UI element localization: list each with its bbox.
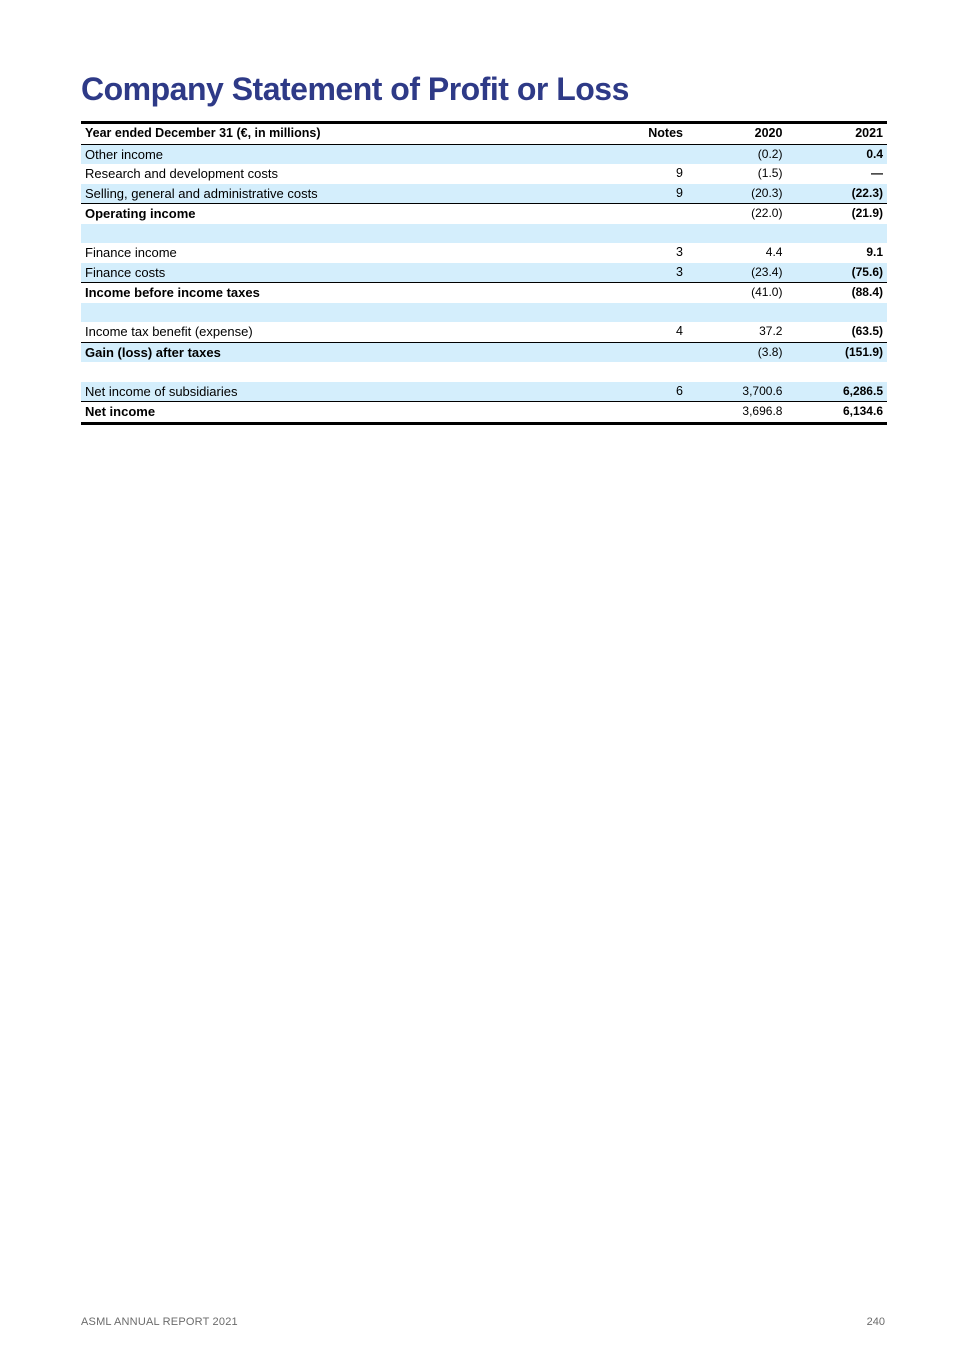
- row-notes: [624, 283, 687, 303]
- row-value-2020: 3,696.8: [687, 402, 786, 424]
- row-label: [81, 303, 624, 323]
- row-label: Finance income: [85, 245, 177, 260]
- row-notes: 4: [676, 324, 683, 338]
- row-label: [81, 224, 624, 244]
- footer-report-name: ASML ANNUAL REPORT 2021: [81, 1316, 238, 1328]
- row-notes: [624, 342, 687, 362]
- row-value-2021: 9.1: [866, 245, 883, 259]
- header-label: Year ended December 31 (€, in millions): [85, 126, 321, 140]
- table-row: [81, 322, 887, 342]
- row-value-2020: (22.0): [687, 204, 786, 224]
- row-notes: 3: [624, 263, 687, 283]
- row-value-2021: (88.4): [786, 283, 887, 303]
- table-row: [81, 243, 887, 263]
- table-row: [81, 144, 887, 164]
- row-label: Finance costs: [81, 263, 624, 283]
- header-notes: Notes: [648, 126, 683, 140]
- row-value-2020: (20.3): [687, 184, 786, 204]
- table-row-spacer: [81, 224, 887, 244]
- row-label: Net income of subsidiaries: [81, 382, 624, 402]
- table-header-row: [81, 123, 887, 145]
- table-row-total: [81, 402, 887, 424]
- row-label: Income tax benefit (expense): [85, 324, 253, 339]
- row-value-2021: [786, 224, 887, 244]
- row-value-2021: (22.3): [786, 184, 887, 204]
- row-label: Research and development costs: [85, 166, 278, 181]
- row-value-2021: 6,134.6: [786, 402, 887, 424]
- page-title: Company Statement of Profit or Loss: [81, 71, 629, 107]
- table-row-subtotal: [81, 283, 887, 303]
- row-label: Operating income: [81, 204, 624, 224]
- row-value-2020: (0.2): [687, 144, 786, 164]
- row-value-2021: —: [871, 166, 883, 180]
- row-value-2020: (1.5): [757, 166, 783, 180]
- row-value-2021: (151.9): [786, 342, 887, 362]
- header-2020: 2020: [754, 126, 783, 140]
- footer-page-number: 240: [866, 1316, 885, 1328]
- row-value-2021: 0.4: [786, 144, 887, 164]
- row-notes: 3: [676, 245, 683, 259]
- row-value-2021: [786, 362, 887, 382]
- row-value-2020: [687, 224, 786, 244]
- table-row-spacer: [81, 303, 887, 323]
- row-notes: 9: [624, 184, 687, 204]
- row-notes: [624, 144, 687, 164]
- table-row: [81, 263, 887, 283]
- row-notes: [624, 204, 687, 224]
- row-notes: 9: [676, 166, 683, 180]
- row-value-2021: [786, 303, 887, 323]
- row-notes: [624, 303, 687, 323]
- row-value-2020: [687, 303, 786, 323]
- table-row: [81, 382, 887, 402]
- row-value-2020: (3.8): [687, 342, 786, 362]
- table-row-spacer: [81, 362, 887, 382]
- table-row-subtotal: [81, 204, 887, 224]
- row-value-2020: 4.4: [765, 245, 783, 259]
- row-label: Net income: [81, 402, 624, 424]
- table-row: [81, 184, 887, 204]
- row-label: [81, 362, 624, 382]
- row-value-2020: [687, 362, 786, 382]
- row-value-2020: 37.2: [759, 324, 783, 338]
- row-label: Income before income taxes: [81, 283, 624, 303]
- row-label: Gain (loss) after taxes: [81, 342, 624, 362]
- row-label: Other income: [81, 144, 624, 164]
- row-notes: [624, 362, 687, 382]
- row-value-2020: (41.0): [687, 283, 786, 303]
- row-notes: [624, 402, 687, 424]
- header-2021: 2021: [855, 126, 883, 140]
- row-value-2021: (75.6): [786, 263, 887, 283]
- table-row: [81, 164, 887, 184]
- row-notes: [624, 224, 687, 244]
- row-value-2020: 3,700.6: [687, 382, 786, 402]
- row-label: Selling, general and administrative costs: [81, 184, 624, 204]
- table-row-subtotal: [81, 342, 887, 362]
- row-notes: 6: [624, 382, 687, 402]
- row-value-2021: (63.5): [851, 324, 883, 338]
- row-value-2021: (21.9): [786, 204, 887, 224]
- row-value-2020: (23.4): [687, 263, 786, 283]
- profit-loss-table: [81, 121, 887, 425]
- row-value-2021: 6,286.5: [786, 382, 887, 402]
